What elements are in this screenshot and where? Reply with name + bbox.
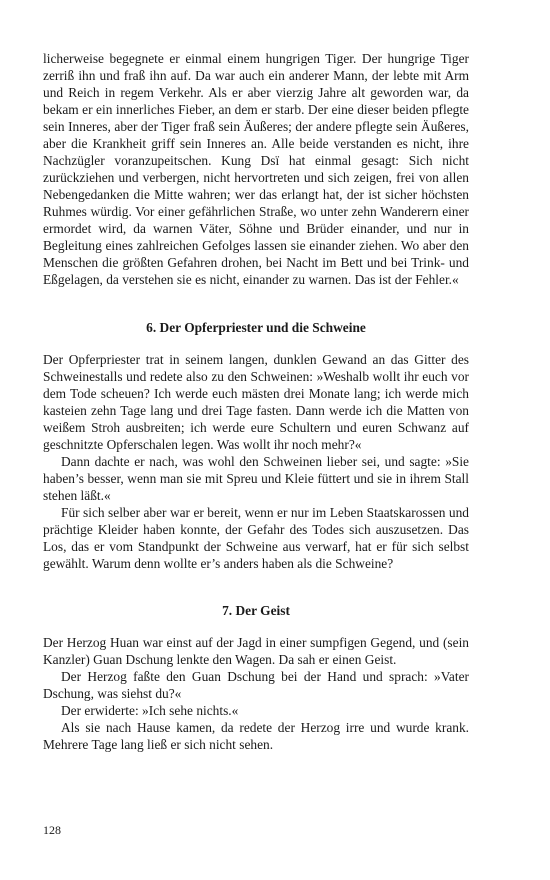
book-page-text [43,50,469,753]
section-7-paragraph-2: Der Herzog faßte den Guan Dschung bei der Hand und sprach: »Vater Dschung, was siehst du?« [43,669,469,701]
section-heading-6: 6. Der Opferpriester und die Schweine [146,320,366,335]
section-heading-7: 7. Der Geist [222,603,290,618]
section-7-paragraph-4: Als sie nach Hause kamen, da redete der Herzog irre und wurde krank. Mehrere Tage lang ließ er sich nicht sehen. [43,720,469,752]
section-7-paragraph-3: Der erwiderte: »Ich sehe nichts.« [61,703,239,718]
continued-paragraph: licherweise begegnete er einmal einem hungrigen Tiger. Der hungrige Tiger zerriß ihn und fraß ihn auf. Da war auch ein anderer Mann, der lebte mit Arm und Reich in regem Verkehr. Als er aber vierzig Jahre alt geworden war, da bekam er ein innerliches Fieber, an dem er starb. Der eine dieser beiden pflegte sein Inneres, aber der Tiger fraß sein Äußeres; der andere pflegte sein Äußeres, aber die Krankheit griff sein Inneres an. Alle beide verstanden es nicht, ihre Nachzügler voranzupeitschen. Kung Dsï hat einmal gesagt: Sich nicht zurückziehen und verbergen, nicht hervortreten und sich zeigen, frei von allen Nebengedanken die Mitte wahren; wer das erlangt hat, der ist sicher höchsten Ruhmes würdig. Vor einer gefährlichen Straße, wo unter zehn Wanderern einer ermordet wird, da warnen Väter, Söhne und Brüder einander, und nur in Begleitung eines zahlreichen Gefolges lassen sie einander ziehen. Wo aber den Menschen die größten Gefahren drohen, bei Nacht im Bett und bei Trink- und Eßgelagen, da verstehen sie es nicht, einander zu warnen. Das ist der Fehler.« [43,51,469,287]
section-6-paragraph-2: Dann dachte er nach, was wohl den Schweinen lieber sei, und sagte: »Sie haben’s besser, wenn man sie mit Spreu und Kleie füttert und sie in ihrem Stall stehen läßt.« [43,454,469,503]
section-7-paragraph-1: Der Herzog Huan war einst auf der Jagd in einer sumpfigen Gegend, und (sein Kanzler) Guan Dschung lenkte den Wagen. Da sah er einen Geist. [43,635,469,667]
section-6-paragraph-3: Für sich selber aber war er bereit, wenn er nur im Leben Staatskarossen und prächtige Kleider haben konnte, der Gefahr des Todes sich auszusetzen. Das Los, das er vom Standpunkt der Schweine aus verwarf, hat er für sich selbst gewählt. Warum denn wollte er’s anders haben als die Schweine? [43,505,469,571]
section-6-paragraph-1: Der Opferpriester trat in seinem langen, dunklen Gewand an das Gitter des Schweinestalls und redete also zu den Schweinen: »Weshalb wollt ihr euch vor dem Tode scheuen? Ich werde euch mästen drei Monate lang; ich werde mich kasteien zehn Tage lang und drei Tage fasten. Dann werde ich die Matten von weißem Stroh ausbreiten; ich werde eure Schultern und euren Schwanz auf geschnitzte Opferschalen legen. Was wollt ihr noch mehr?« [43,352,469,452]
page-number: 128 [43,823,61,837]
